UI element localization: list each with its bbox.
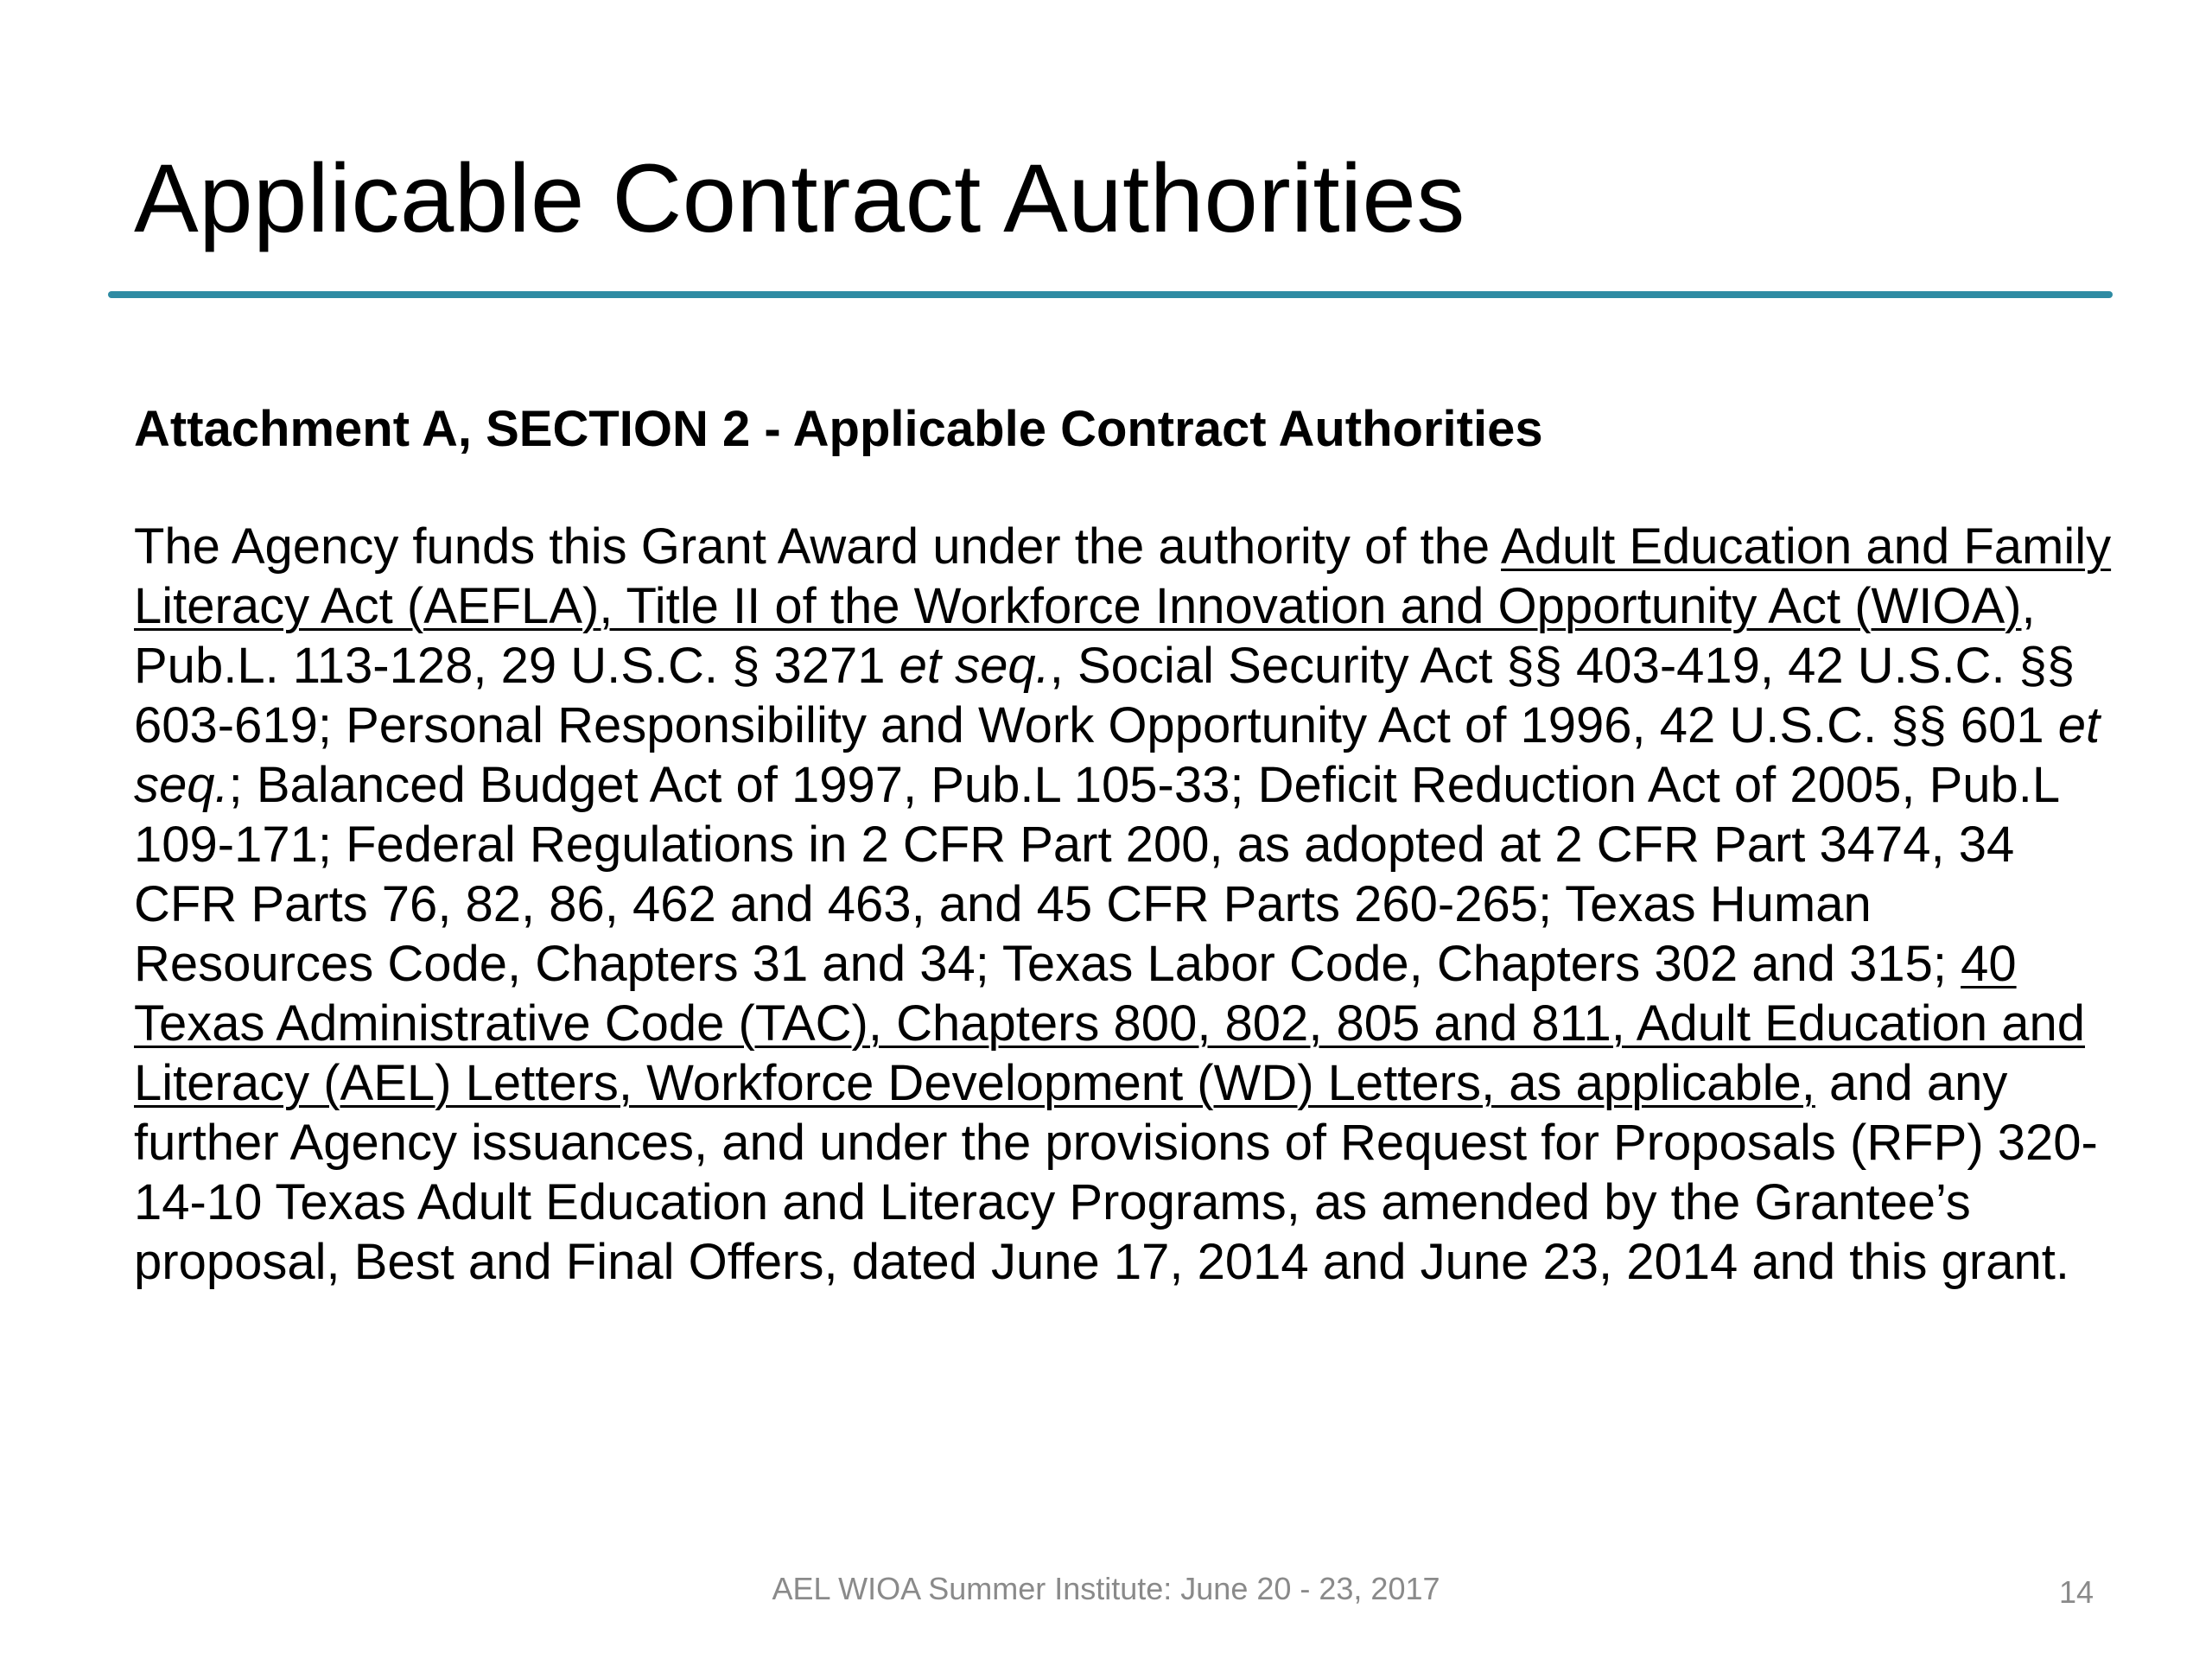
title-divider <box>108 291 2113 298</box>
footer-text: AEL WIOA Summer Institute: June 20 - 23, 2017 <box>772 1571 1440 1606</box>
body-text-segment: , Pub.L. 113-128, 29 U.S.C. § 3271 <box>134 578 2036 694</box>
body-text-segment: and any further Agency issuances, and under the provisions of Request for Proposals (RFP) 320-14-10 Texas Adult Education and Literacy Programs, as amended by the Grantee’s proposal, Best and Final Offers, dated June 17, 2014 and June 23, 2014 and this grant. <box>134 1055 2098 1290</box>
et-seq-italic: et seq. <box>899 638 1050 694</box>
body-text-segment: The Agency funds this Grant Award under the authority of the <box>134 518 1502 575</box>
body-text-segment: ; Balanced Budget Act of 1997, Pub.L 105-33; Deficit Reduction Act of 2005, Pub.L 109-171; Federal Regulations in 2 CFR Part 200, as adopted at 2 CFR Part 3474, 34 CFR Parts 76, 82, 86, 462 and 463, and 45 CFR Parts 260-265; Texas Human Resources Code, Chapters 31 and 34; Texas Labor Code, Chapters 302 and 315; <box>134 757 2059 992</box>
body-text-segment: , Social Security Act §§ 403-419, 42 U.S.C. §§ 603-619; Personal Responsibility and Work Opportunity Act of 1996, 42 U.S.C. §§ 601 <box>134 638 2075 753</box>
section-heading: Attachment A, SECTION 2 - Applicable Contract Authorities <box>134 401 1543 457</box>
slide-title: Applicable Contract Authorities <box>134 144 1465 252</box>
tac-letters-reference: 40 Texas Administrative Code (TAC), Chapters 800, 802, 805 and 811, Adult Education and Literacy (AEL) Letters, Workforce Development (WD) Letters, as applicable, <box>134 936 2085 1111</box>
page-number: 14 <box>2058 1574 2094 1610</box>
body-paragraph <box>134 517 2121 1292</box>
et-seq-italic: et seq. <box>134 697 2101 813</box>
aefla-wioa-reference: Adult Education and Family Literacy Act (AEFLA), Title II of the Workforce Innovation and Opportunity Act (WIOA) <box>134 518 2112 634</box>
